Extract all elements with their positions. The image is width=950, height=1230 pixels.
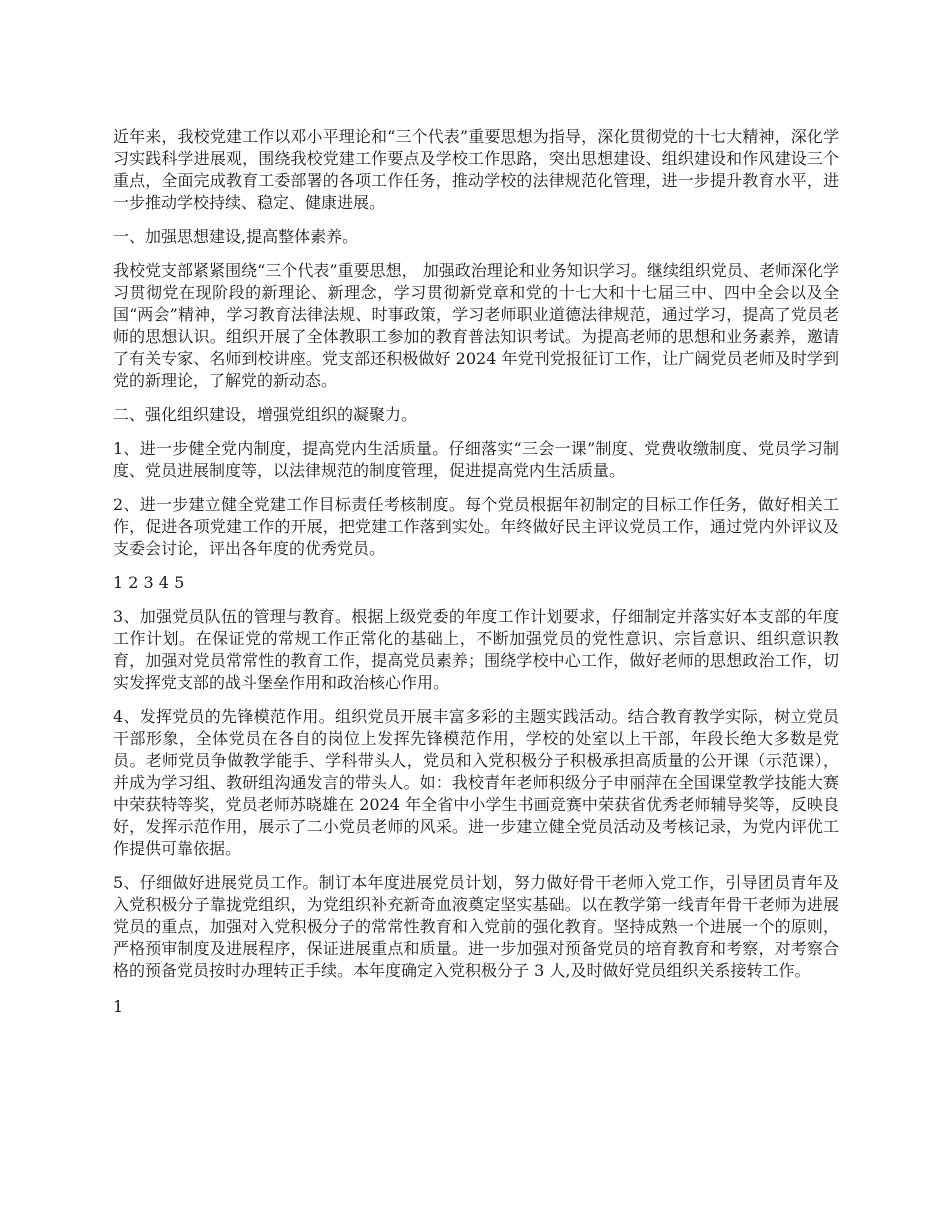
item-3-paragraph: 3、加强党员队伍的管理与教育。根据上级党委的年度工作计划要求，仔细制定并落实好本支部的年度工作计划。在保证党的常规工作正常化的基础上，不断加强党员的党性意识、宗旨意识、组织意识教育，加强对党员常常性的教育工作，提高党员素养；围绕学校中心工作，做好老师的思想政治工作，切实发挥党支部的战斗堡垒作用和政治核心作用。 bbox=[113, 607, 839, 692]
section-heading-1: 一、加强思想建设,提高整体素养。 bbox=[113, 227, 359, 246]
section-heading-2: 二、强化组织建设，增强党组织的凝聚力。 bbox=[113, 405, 418, 424]
page-number: 1 bbox=[113, 997, 124, 1016]
item-2-paragraph: 2、进一步建立健全党建工作目标责任考核制度。每个党员根据年初制定的目标工作任务，做好相关工作，促进各项党建工作的开展，把党建工作落到实处。年终做好民主评议党员工作，通过党内外评议及支委会讨论，评出各年度的优秀党员。 bbox=[113, 495, 839, 558]
number-sequence: 1 2 3 4 5 bbox=[113, 573, 185, 592]
section-1-paragraph: 我校党支部紧紧围绕“三个代表”重要思想， 加强政治理论和业务知识学习。继续组织党员、老师深化学习贯彻党在现阶段的新理论、新理念，学习贯彻新党章和党的十七大和十七届三中、四中全会以及全国“两会”精神，学习教育法律法规、时事政策，学习老师职业道德法律规范，通过学习，提高了党员老师的思想认识。组织开展了全体教职工参加的教育普法知识考试。为提高老师的思想和业务素养，邀请了有关专家、名师到校讲座。党支部还积极做好 2024 年党刊党报征订工作，让广阔党员老师及时学到党的新理论，了解党的新动态。 bbox=[113, 261, 839, 390]
document-page bbox=[113, 126, 839, 1030]
item-5-paragraph: 5、仔细做好进展党员工作。制订本年度进展党员计划，努力做好骨干老师入党工作，引导团员青年及入党积极分子靠拢党组织，为党组织补充新奇血液奠定坚实基础。以在教学第一线青年骨干老师为进展党员的重点，加强对入党积极分子的常常性教育和入党前的强化教育。坚持成熟一个进展一个的原则，严格预审制度及进展程序，保证进展重点和质量。进一步加强对预备党员的培育教育和考察，对考察合格的预备党员按时办理转正手续。本年度确定入党积极分子 3 人,及时做好党员组织关系接转工作。 bbox=[113, 873, 839, 980]
item-4-paragraph: 4、发挥党员的先锋模范作用。组织党员开展丰富多彩的主题实践活动。结合教育教学实际，树立党员干部形象，全体党员在各自的岗位上发挥先锋模范作用，学校的处室以上干部，年段长绝大多数是党员。老师党员争做教学能手、学科带头人，党员和入党积极分子积极承担高质量的公开课（示范课），并成为学习组、教研组沟通发言的带头人。如：我校青年老师积级分子申丽萍在全国课堂教学技能大赛中荣获特等奖，党员老师苏晓雄在 2024 年全省中小学生书画竞赛中荣获省优秀老师辅导奖等，反映良好，发挥示范作用，展示了二小党员老师的风采。进一步建立健全党员活动及考核记录，为党内评优工作提供可靠依据。 bbox=[113, 707, 839, 858]
intro-paragraph: 近年来，我校党建工作以邓小平理论和“三个代表”重要思想为指导，深化贯彻党的十七大精神，深化学习实践科学进展观，围绕我校党建工作要点及学校工作思路，突出思想建设、组织建设和作风建设三个重点，全面完成教育工委部署的各项工作任务，推动学校的法律规范化管理，进一步提升教育水平，进一步推动学校持续、稳定、健康进展。 bbox=[113, 127, 839, 212]
item-1-paragraph: 1、进一步健全党内制度，提高党内生活质量。仔细落实“三会一课”制度、党费收缴制度、党员学习制度、党员进展制度等，以法律规范的制度管理，促进提高党内生活质量。 bbox=[113, 439, 839, 480]
